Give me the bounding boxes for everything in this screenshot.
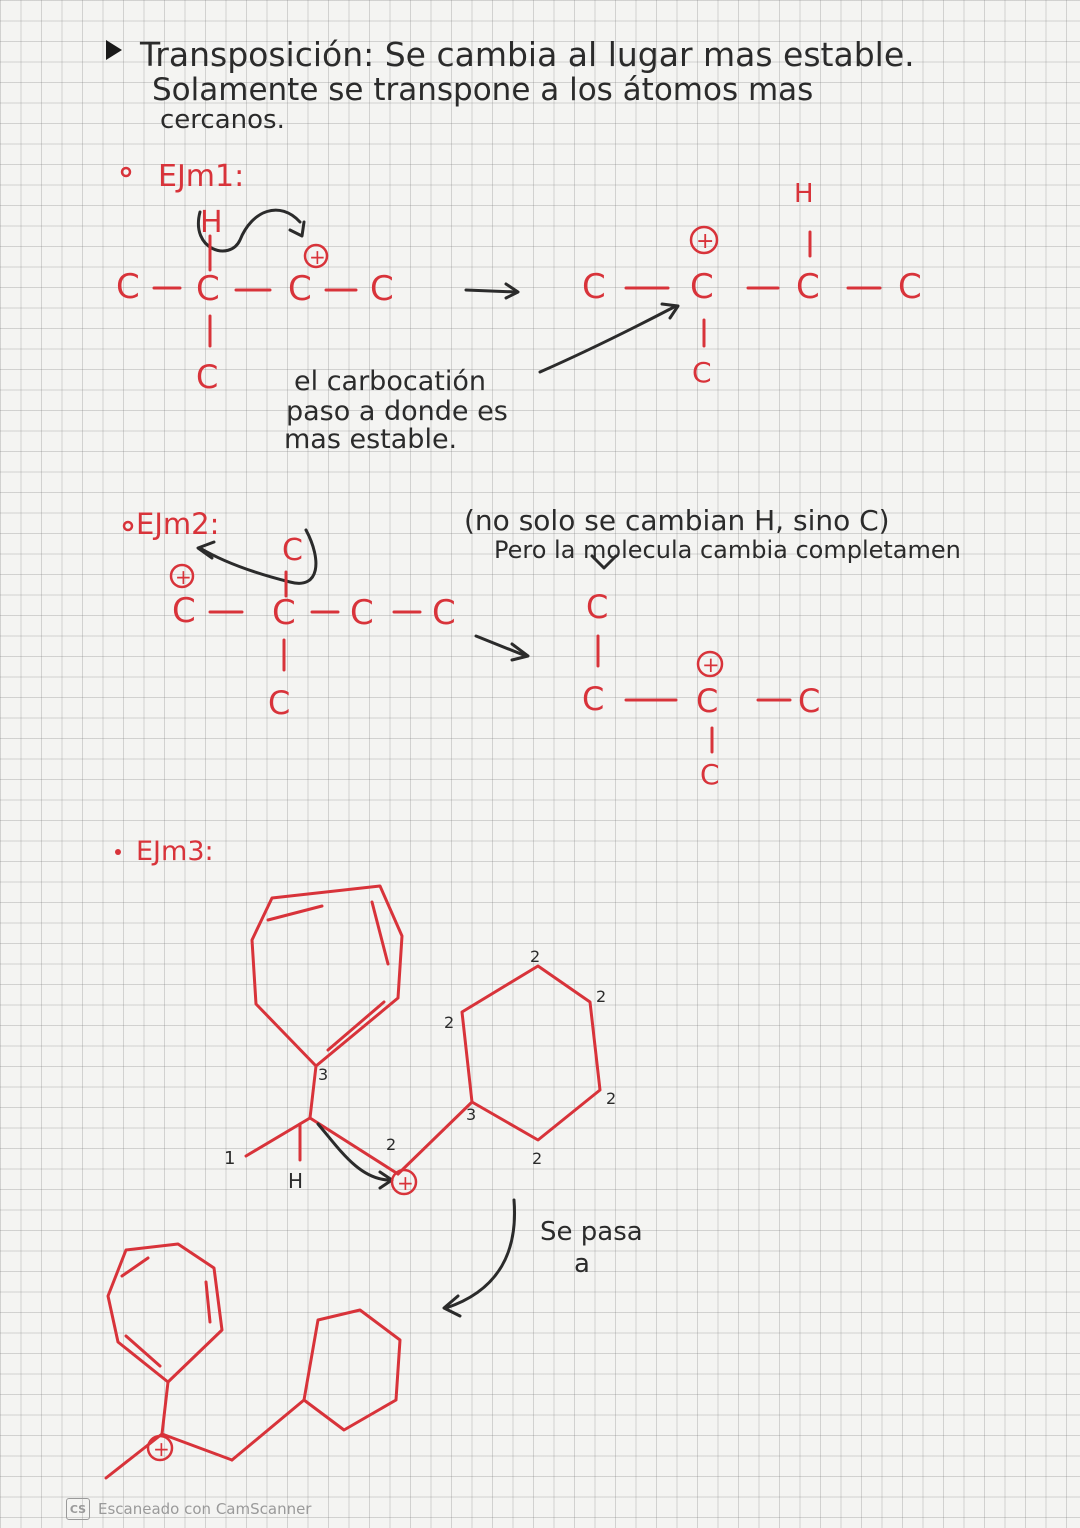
ex1-r-atom-c3: C xyxy=(796,267,820,307)
ex2-atom-top-c: C xyxy=(282,533,303,568)
ex3-bullet xyxy=(115,849,121,855)
ex1-atom-c2: C xyxy=(196,269,220,309)
ex1-label: EJm1: xyxy=(158,159,245,194)
ex3-product-cyclohexane xyxy=(304,1310,400,1430)
ex2-atom-c4: C xyxy=(432,593,456,633)
ex1-note-line-2: paso a donde es xyxy=(286,396,508,427)
ex3-ring-to-center xyxy=(310,1066,316,1118)
ex1-r-atom-c4: C xyxy=(898,267,922,307)
ex1-note-line-3: mas estable. xyxy=(284,424,458,455)
scanner-watermark-text: Escaneado con CamScanner xyxy=(98,1500,312,1518)
ex2-r-atom-top-c: C xyxy=(586,588,609,626)
ex1-atom-c5: C xyxy=(196,358,219,396)
ex2-bullet xyxy=(124,522,132,530)
ex3-top-ring-double-3 xyxy=(328,1002,384,1050)
ex3-top-ring-double-2 xyxy=(372,902,388,964)
ex1-r-h-atom: H xyxy=(794,179,814,209)
ex3-num-2d: 2 xyxy=(596,987,607,1006)
ex3-product-ring-double-2 xyxy=(206,1282,210,1322)
ex3-num-2e: 2 xyxy=(606,1089,617,1108)
ex2-atom-c1: C xyxy=(172,591,196,631)
ex1-arrow-head xyxy=(290,222,304,236)
ex3-product-chain-2 xyxy=(232,1400,304,1460)
ex1-note-line-1: el carbocatión xyxy=(294,366,486,397)
ex3-num-3b: 3 xyxy=(466,1105,477,1124)
ex1-reaction-arrow xyxy=(466,290,516,292)
ex3-product-plus-sign: + xyxy=(153,1437,170,1461)
header-line-2: Solamente se transpone a los átomos mas xyxy=(152,72,814,108)
ex3-top-ring xyxy=(252,886,402,1066)
ex3-num-2b: 2 xyxy=(444,1013,455,1032)
ex3-label: EJm3: xyxy=(136,836,214,867)
ex3-product-seven-ring xyxy=(108,1244,222,1382)
ex2-reaction-arrow xyxy=(476,636,526,656)
camscanner-logo: CS xyxy=(66,1498,90,1520)
ex2-atom-c3: C xyxy=(350,593,374,633)
ex1-pointer-arrow xyxy=(540,306,676,372)
ex2-r-atom-c3: C xyxy=(798,682,821,720)
ex2-plus-sign: + xyxy=(175,565,192,589)
ex1-r-atom-c1: C xyxy=(582,267,606,307)
ex3-num-1: 1 xyxy=(224,1148,236,1169)
ex2-note-line-2: Pero la molecula cambia completamen xyxy=(494,536,961,564)
ex2-atom-c2: C xyxy=(272,593,296,633)
header-line-3: cercanos. xyxy=(160,105,285,135)
ex2-r-atom-c1: C xyxy=(582,680,605,718)
ex1-atom-c1: C xyxy=(116,267,140,307)
ex2-r-atom-c4: C xyxy=(700,758,720,791)
ex3-product-ring-double-1 xyxy=(122,1258,148,1276)
ex1-atom-c3: C xyxy=(288,269,312,309)
ex3-top-ring-double-1 xyxy=(268,906,322,920)
ex2-atom-c5: C xyxy=(268,684,291,722)
ex1-h-atom: H xyxy=(200,205,223,240)
ex1-r-plus-sign: + xyxy=(696,229,715,254)
ex3-cation-to-ring xyxy=(398,1102,472,1174)
header-line-1: Transposición: Se cambia al lugar mas estable. xyxy=(140,35,915,74)
ex2-r-atom-c2: C xyxy=(696,682,719,720)
ex1-bullet xyxy=(122,168,130,176)
ex1-plus-sign: + xyxy=(309,245,326,269)
ex1-atom-c4: C xyxy=(370,269,394,309)
ex3-num-2c: 2 xyxy=(530,947,541,966)
ex2-r-plus-sign: + xyxy=(702,653,720,677)
ex3-plus-sign: + xyxy=(397,1171,414,1195)
ex3-arrow-text-1: Se pasa xyxy=(540,1217,643,1247)
ex2-note-line-1: (no solo se cambian H, sino C) xyxy=(464,504,890,537)
ex3-h-atom: H xyxy=(288,1169,304,1193)
scanner-watermark xyxy=(66,1494,311,1524)
ex3-arrow-text-2: a xyxy=(574,1249,590,1279)
bullet-triangle-icon xyxy=(106,40,122,60)
ex2-label: EJm2: xyxy=(136,507,220,541)
ex1-r-atom-c2: C xyxy=(690,267,714,307)
ex3-num-2a: 2 xyxy=(386,1135,397,1154)
ex3-product-ring-bond xyxy=(162,1382,168,1434)
ex3-transition-arrow xyxy=(446,1200,515,1308)
ex3-cyclohexane xyxy=(462,966,600,1140)
ex3-num-3a: 3 xyxy=(318,1065,329,1084)
ex3-num-2f: 2 xyxy=(532,1149,543,1168)
ex1-r-atom-c5: C xyxy=(692,356,712,389)
